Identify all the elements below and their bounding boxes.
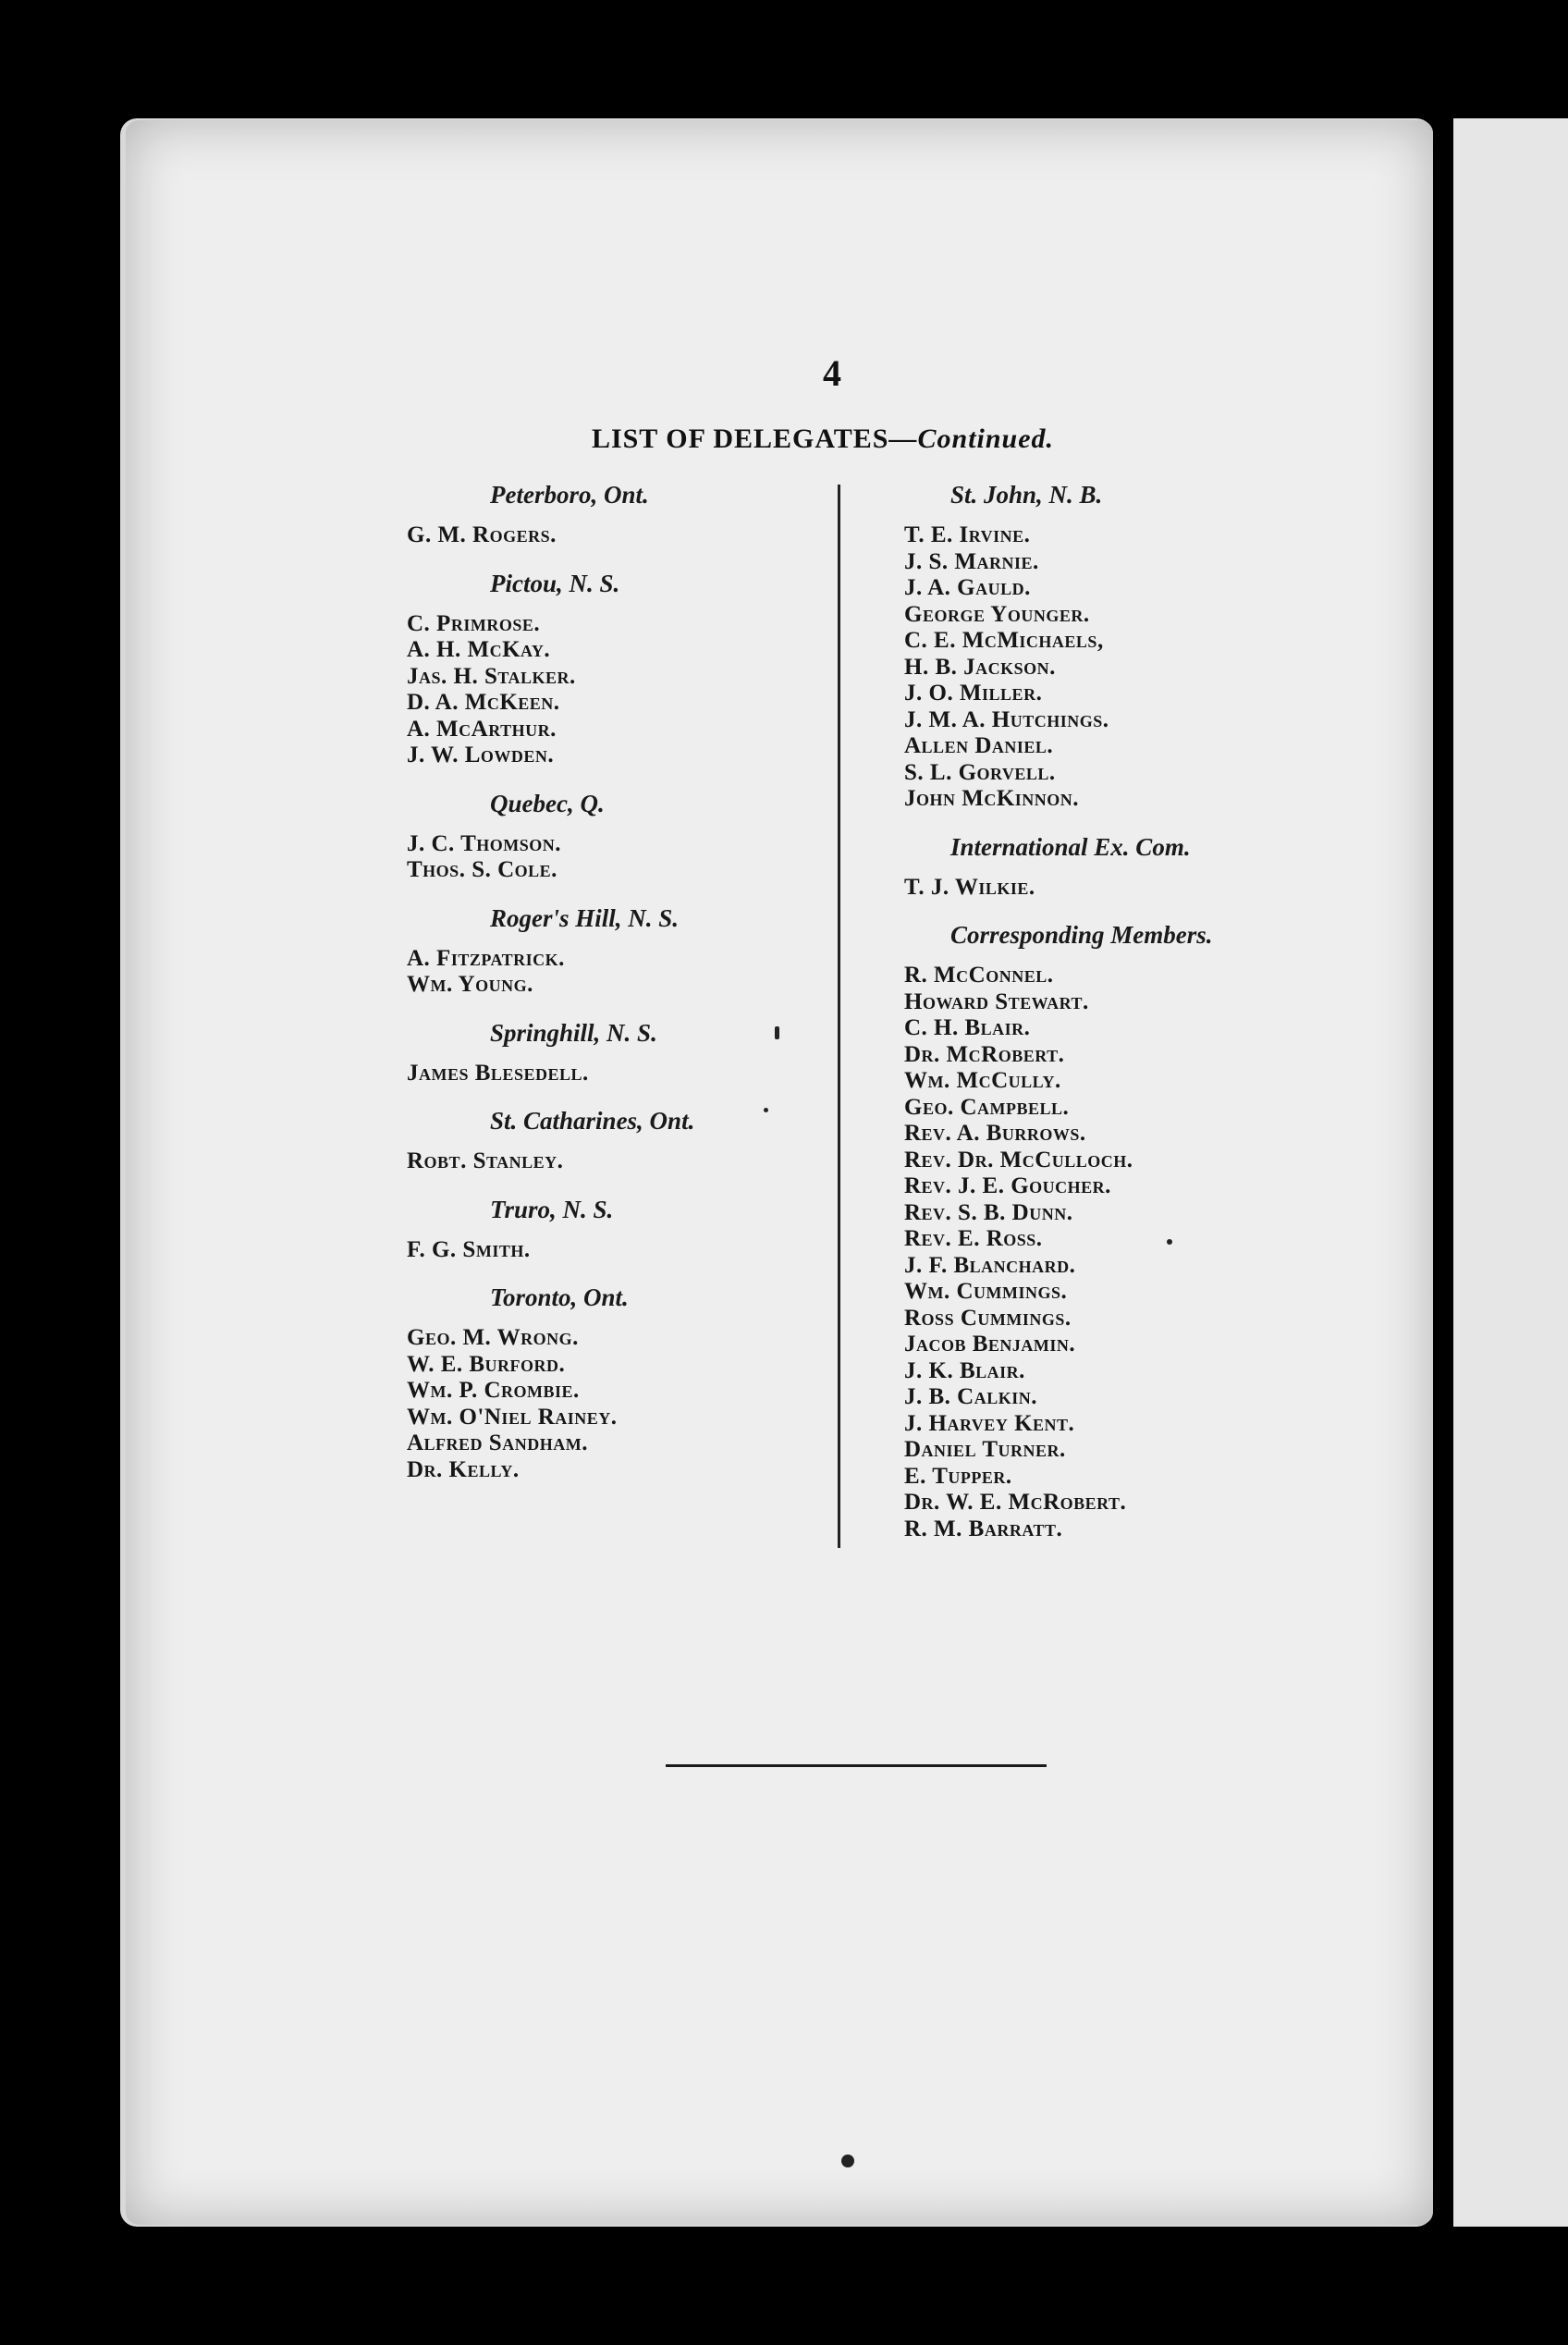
scan-speck bbox=[764, 1108, 768, 1112]
scan-speck bbox=[775, 1026, 779, 1039]
delegate-section bbox=[407, 790, 832, 884]
delegate-name: R. McConnel. bbox=[904, 963, 1054, 988]
delegate-name: Wm. P. Crombie. bbox=[407, 1378, 580, 1403]
delegate-name: J. O. Miller. bbox=[904, 681, 1043, 706]
delegate-name: Rev. J. E. Goucher. bbox=[904, 1173, 1111, 1198]
delegate-name: A. Fitzpatrick. bbox=[407, 945, 565, 971]
delegate-name: Rev. Dr. McCulloch. bbox=[904, 1147, 1133, 1172]
delegate-name: A. McArthur. bbox=[407, 716, 557, 742]
delegate-section bbox=[904, 481, 1292, 813]
delegate-name: Dr. W. E. McRobert. bbox=[904, 1490, 1127, 1515]
place-heading: Roger's Hill, N. S. bbox=[490, 903, 680, 932]
delegate-name: Allen Daniel. bbox=[904, 733, 1054, 758]
scan-speck bbox=[1167, 1239, 1172, 1245]
delegate-name: Thos. S. Cole. bbox=[407, 857, 557, 882]
delegate-name: Geo. Campbell. bbox=[904, 1094, 1070, 1120]
delegate-name: J. C. Thomson. bbox=[407, 830, 562, 856]
delegate-section bbox=[407, 904, 832, 999]
delegate-name: Geo. M. Wrong. bbox=[407, 1325, 579, 1350]
delegate-name: John McKinnon. bbox=[904, 786, 1080, 811]
delegate-name: A. H. McKay. bbox=[407, 637, 551, 662]
delegate-name: J. Harvey Kent. bbox=[904, 1410, 1075, 1436]
place-heading: St. Catharines, Ont. bbox=[490, 1107, 695, 1135]
place-heading: Quebec, Q. bbox=[490, 789, 605, 817]
delegate-name: Howard Stewart. bbox=[904, 988, 1089, 1014]
page-gutter bbox=[1439, 111, 1452, 2238]
delegate-name: Daniel Turner. bbox=[904, 1437, 1066, 1462]
page-number: 4 bbox=[823, 352, 841, 394]
end-rule bbox=[666, 1764, 1047, 1767]
delegate-name: Dr. Kelly. bbox=[407, 1456, 520, 1482]
delegate-name: Wm. Cummings. bbox=[904, 1279, 1068, 1304]
delegate-name: Ross Cummings. bbox=[904, 1305, 1072, 1331]
adjacent-page-edge bbox=[1453, 118, 1568, 2227]
delegate-name: H. B. Jackson. bbox=[904, 654, 1056, 680]
place-heading: International Ex. Com. bbox=[950, 832, 1191, 861]
right-column bbox=[904, 481, 1292, 1563]
delegate-section bbox=[407, 1196, 832, 1264]
delegate-name: J. F. Blanchard. bbox=[904, 1252, 1076, 1278]
delegate-section bbox=[904, 921, 1292, 1542]
column-divider bbox=[838, 485, 840, 1548]
delegate-name: E. Tupper. bbox=[904, 1463, 1012, 1489]
delegate-name: Wm. Young. bbox=[407, 972, 533, 997]
list-title bbox=[555, 424, 1091, 455]
delegate-name: Rev. A. Burrows. bbox=[904, 1121, 1086, 1146]
delegate-name: Jacob Benjamin. bbox=[904, 1332, 1076, 1357]
delegate-name: James Blesedell. bbox=[407, 1060, 589, 1086]
place-heading: St. John, N. B. bbox=[950, 481, 1103, 509]
delegate-section bbox=[904, 833, 1292, 902]
delegate-section bbox=[407, 481, 832, 549]
delegate-name: Alfred Sandham. bbox=[407, 1430, 588, 1455]
place-heading: Peterboro, Ont. bbox=[490, 481, 649, 509]
delegate-name: C. Primrose. bbox=[407, 610, 541, 636]
delegate-name: J. K. Blair. bbox=[904, 1357, 1025, 1383]
list-title-suffix: —Continued. bbox=[888, 424, 1055, 454]
delegate-name: D. A. McKeen. bbox=[407, 690, 560, 715]
delegate-name: T. E. Irvine. bbox=[904, 522, 1031, 547]
delegate-name: George Younger. bbox=[904, 601, 1090, 627]
delegate-name: Rev. S. B. Dunn. bbox=[904, 1199, 1073, 1225]
delegate-name: Dr. McRobert. bbox=[904, 1041, 1065, 1067]
delegate-section bbox=[407, 570, 832, 769]
delegate-name: F. G. Smith. bbox=[407, 1236, 531, 1262]
delegate-name: J. A. Gauld. bbox=[904, 575, 1031, 600]
delegate-name: Wm. O'Niel Rainey. bbox=[407, 1404, 618, 1430]
delegate-name: G. M. Rogers. bbox=[407, 522, 557, 547]
delegate-name: J. M. A. Hutchings. bbox=[904, 706, 1109, 732]
delegate-name: Rev. E. Ross. bbox=[904, 1226, 1043, 1251]
delegate-name: S. L. Gorvell. bbox=[904, 759, 1056, 785]
place-heading: Toronto, Ont. bbox=[490, 1283, 629, 1311]
delegate-name: Wm. McCully. bbox=[904, 1068, 1061, 1093]
delegate-name: C. H. Blair. bbox=[904, 1015, 1031, 1040]
delegate-name: J. S. Marnie. bbox=[904, 548, 1039, 574]
delegate-name: T. J. Wilkie. bbox=[904, 874, 1035, 900]
place-heading: Pictou, N. S. bbox=[490, 569, 620, 597]
delegate-name: W. E. Burford. bbox=[407, 1351, 566, 1377]
scan-speck bbox=[841, 2155, 854, 2167]
delegate-name: J. B. Calkin. bbox=[904, 1384, 1037, 1409]
list-title-main: LIST OF DELEGATES bbox=[591, 424, 889, 454]
delegate-section bbox=[407, 1283, 832, 1483]
delegate-section bbox=[407, 1107, 832, 1175]
delegate-section bbox=[407, 1019, 832, 1087]
delegate-name: R. M. Barratt. bbox=[904, 1516, 1063, 1541]
left-column bbox=[407, 481, 832, 1504]
delegate-name: C. E. McMichaels, bbox=[904, 628, 1104, 653]
delegate-name: Robt. Stanley. bbox=[407, 1148, 564, 1173]
place-heading: Truro, N. S. bbox=[490, 1195, 614, 1223]
place-heading: Springhill, N. S. bbox=[490, 1018, 657, 1047]
delegate-name: J. W. Lowden. bbox=[407, 743, 555, 767]
place-heading: Corresponding Members. bbox=[950, 921, 1213, 949]
delegate-name: Jas. H. Stalker. bbox=[407, 663, 576, 689]
